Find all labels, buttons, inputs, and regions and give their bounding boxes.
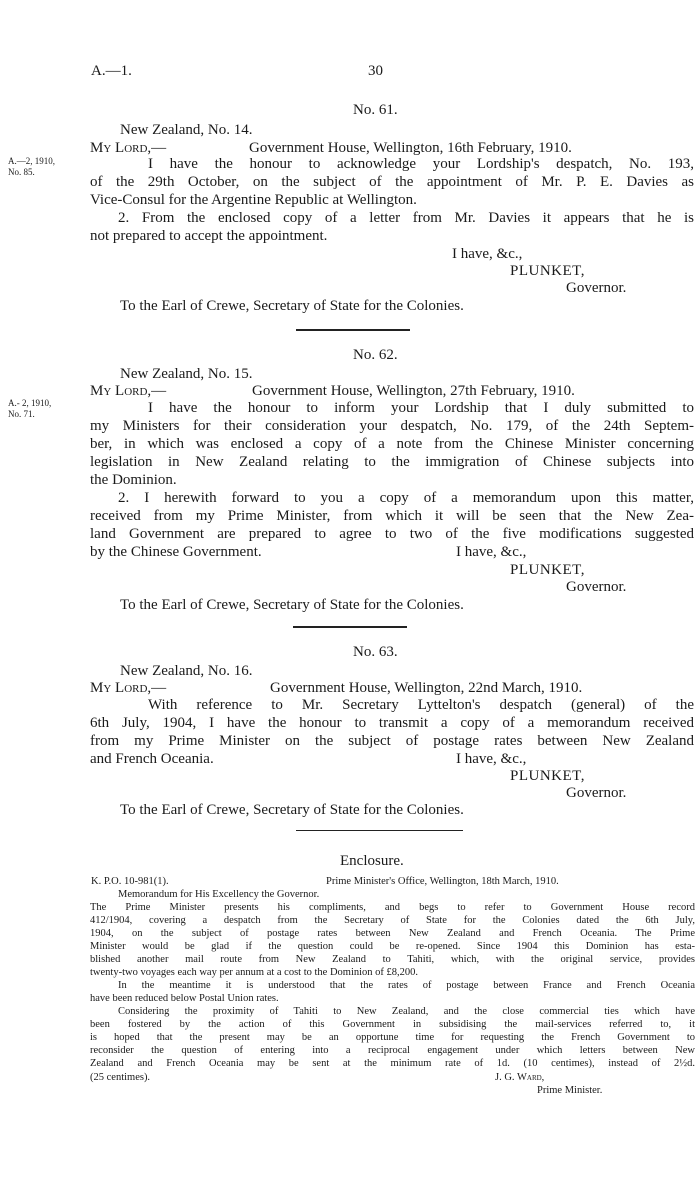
place-date: Government House, Wellington, 27th February, 1910. [252,383,575,399]
enclosure-office-date: Prime Minister's Office, Wellington, 18th March, 1910. [326,876,559,887]
closing: I have, &c., [456,751,527,767]
memo-body: The Prime Minister presents his compliments, and begs to refer to Government House record 412/1904, covering a despatch from the Secretary of State for the Colonies dated the 6th July, 1904, on the subject of postage rates between New Zealand and French Oceania. The Prime Minister would be glad if the question could be re-opened. Since 1904 this Dominion has esta- blished another mail route from New Zealand to Tahiti, which, with the original service, provides twenty-two voyages each way per annum at a cost to the Dominion of £8,200. In the meantime it is understood that the rates of postage between France and French Oceania have been reduced below Postal Union rates. Considering the proximity of Tahiti to New Zealand, and the close commercial ties which have been fostered by the action of this Government in subsidising the mail-services referred to, it is hoped that the present may be an opportune time for requesting the French Government to reconsider the question of entering into a reciprocal engagement under which letters between New Zealand and French Oceania may be sent at the minimum rate of 1d. (10 centimes), instead of 2½d. [90,902,695,1069]
signature-title: Governor. [566,579,627,595]
nz-number: New Zealand, No. 14. [120,122,253,138]
signature-title: Governor. [566,785,627,801]
salutation: My Lord,— [90,140,167,156]
series-code: A.—1. [91,63,132,79]
addressee: To the Earl of Crewe, Secretary of State for the Colonies. [120,298,464,314]
section-divider [296,329,410,331]
closing: I have, &c., [456,544,527,560]
enclosure-heading: Enclosure. [340,853,404,869]
closing: I have, &c., [452,246,523,262]
signature: PLUNKET, [510,562,585,578]
despatch-number: No. 61. [353,102,398,118]
place-date: Government House, Wellington, 16th February, 1910. [249,140,572,156]
place-date: Government House, Wellington, 22nd March, 1910. [270,680,583,696]
signature-title: Governor. [566,280,627,296]
signature: PLUNKET, [510,768,585,784]
addressee: To the Earl of Crewe, Secretary of State for the Colonies. [120,802,464,818]
despatch-number: No. 63. [353,644,398,660]
despatch-number: No. 62. [353,347,398,363]
margin-reference: A.- 2, 1910, No. 71. [8,398,52,419]
signature: PLUNKET, [510,263,585,279]
nz-number: New Zealand, No. 15. [120,366,253,382]
salutation: My Lord,— [90,680,167,696]
page-number: 30 [368,63,383,79]
despatch-body: With reference to Mr. Secretary Lyttelton's despatch (general) of the 6th July, 1904, I have the honour to transmit a copy of a memorandum received from my Prime Minister on the subject of postage rates between New Zealand and French Oceania. [90,697,694,767]
enclosure-reference: K. P.O. 10-981(1). [91,876,169,887]
nz-number: New Zealand, No. 16. [120,663,253,679]
memo-signature: J. G. Ward, [495,1072,545,1083]
section-divider [296,830,463,831]
memo-last-line: (25 centimes). [90,1072,151,1083]
memo-title: Memorandum for His Excellency the Governor. [118,889,320,900]
salutation: My Lord,— [90,383,167,399]
margin-reference: A.—2, 1910, No. 85. [8,156,55,177]
addressee: To the Earl of Crewe, Secretary of State for the Colonies. [120,597,464,613]
memo-signature-title: Prime Minister. [537,1085,603,1096]
section-divider [293,626,407,628]
despatch-body: I have the honour to inform your Lordship that I duly submitted to my Ministers for their consideration your despatch, No. 179, of the 24th Septem- ber, in which was enclosed a copy of a note from the Chinese Minister concerning legislation in New Zealand relating to the immigration of Chinese subjects into the Dominion. 2. I herewith forward to you a copy of a memorandum upon this matter, received from my Prime Minister, from which it will be seen that the New Zea- land Government are prepared to agree to two of the five modifications suggested by the Chinese Government. [90,400,694,560]
despatch-body: I have the honour to acknowledge your Lordship's despatch, No. 193, of the 29th October, on the subject of the appointment of Mr. P. E. Davies as Vice-Consul for the Argentine Republic at Wellington. 2. From the enclosed copy of a letter from Mr. Davies it appears that he is not prepared to accept the appointment. [90,156,694,244]
